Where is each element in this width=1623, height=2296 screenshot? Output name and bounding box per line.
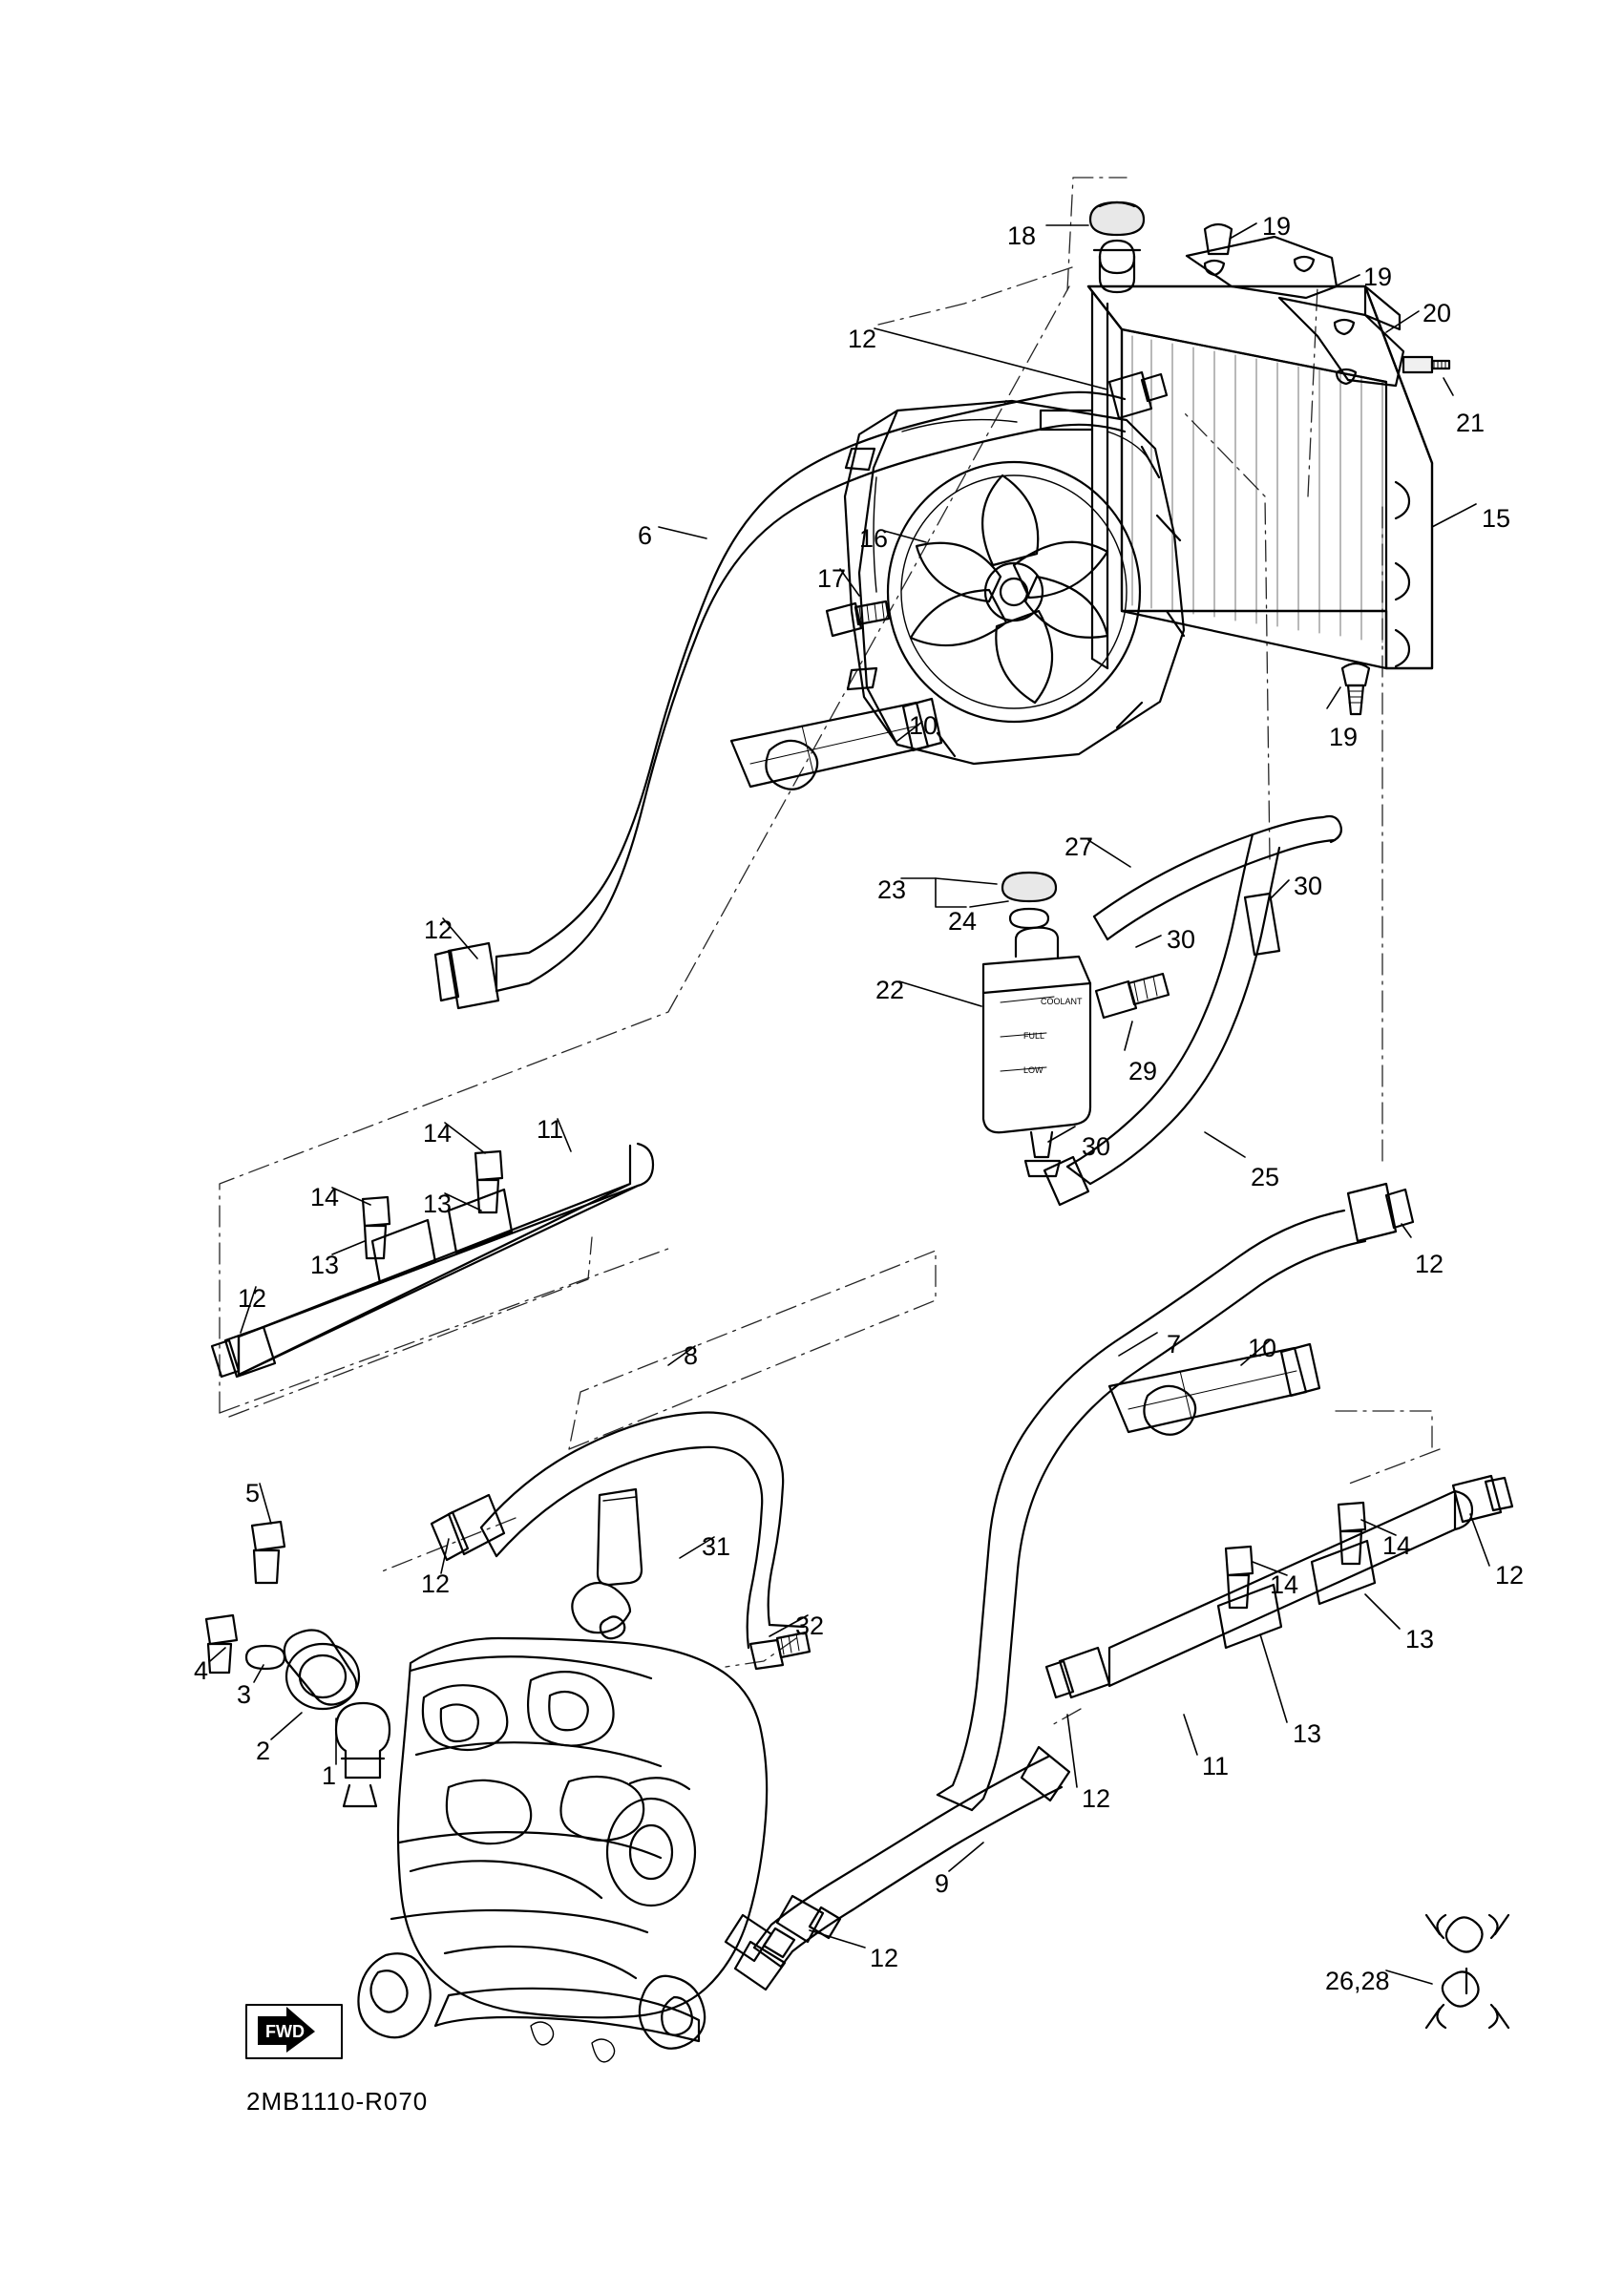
callout-5: 5 [245, 1479, 261, 1507]
callout-1: 1 [322, 1761, 337, 1790]
callout-7: 7 [1167, 1330, 1182, 1359]
callout-12: 12 [1495, 1561, 1525, 1590]
callout-19: 19 [1262, 212, 1292, 241]
callout-4: 4 [194, 1656, 209, 1685]
pipe-11-left [212, 1144, 653, 1377]
bracket-31 [572, 1489, 642, 1638]
callout-24: 24 [948, 907, 978, 936]
callout-27: 27 [1064, 832, 1094, 861]
callout-19: 19 [1329, 723, 1359, 751]
callout-10: 10 [909, 711, 938, 740]
callout-30: 30 [1294, 872, 1323, 900]
thermostat-housing [206, 1522, 390, 1806]
callout-18: 18 [1007, 221, 1037, 250]
callout-21: 21 [1456, 409, 1486, 437]
radiator-mount-brackets [1187, 224, 1452, 714]
callout-12: 12 [848, 325, 877, 353]
callout-6: 6 [638, 521, 653, 550]
callout-23: 23 [877, 875, 907, 904]
callout-12: 12 [1082, 1784, 1111, 1813]
callout-13: 13 [310, 1251, 340, 1279]
callout-22: 22 [875, 976, 905, 1004]
cooling-fan-assembly [845, 401, 1184, 764]
cable-tie-10-lower [1109, 1344, 1319, 1435]
callout-13: 13 [1405, 1625, 1435, 1654]
engine-block [358, 1638, 767, 2062]
callout-14: 14 [310, 1183, 340, 1211]
callout-30: 30 [1167, 925, 1196, 954]
clamps-26-28 [1426, 1915, 1508, 2028]
callout-12: 12 [424, 916, 453, 944]
diagram-code: 2MB1110-R070 [246, 2087, 429, 2116]
callout-25: 25 [1251, 1163, 1280, 1191]
hose-8 [432, 1412, 804, 1648]
callout-19: 19 [1363, 263, 1393, 291]
callout-20: 20 [1423, 299, 1452, 327]
callout-32: 32 [795, 1611, 825, 1640]
callout-9: 9 [935, 1869, 950, 1898]
callout-29: 29 [1128, 1057, 1158, 1085]
callout-12: 12 [421, 1569, 451, 1598]
callout-30: 30 [1082, 1132, 1111, 1161]
callout-2: 2 [256, 1737, 271, 1765]
callout-26-28: 26,28 [1325, 1967, 1390, 1995]
reservoir-label-low: LOW [1023, 1065, 1043, 1075]
reservoir-label-coolant: COOLANT [1041, 997, 1083, 1006]
callout-8: 8 [684, 1341, 699, 1370]
fwd-label: FWD [265, 2022, 305, 2041]
callout-31: 31 [702, 1532, 731, 1561]
callout-12: 12 [238, 1284, 267, 1313]
hose-25 [1044, 834, 1279, 1205]
callout-13: 13 [423, 1190, 453, 1218]
callout-14: 14 [1382, 1531, 1412, 1560]
callout-10: 10 [1248, 1334, 1277, 1362]
hose-6 [435, 372, 1167, 1008]
callout-17: 17 [817, 564, 847, 593]
callout-15: 15 [1482, 504, 1511, 533]
callout-11: 11 [537, 1115, 564, 1144]
callout-12: 12 [870, 1944, 899, 1972]
callout-3: 3 [237, 1680, 252, 1709]
callout-16: 16 [859, 524, 889, 553]
callout-12: 12 [1415, 1250, 1444, 1278]
reservoir-label-full: FULL [1023, 1031, 1045, 1041]
callout-14: 14 [423, 1119, 453, 1148]
callout-11: 11 [1202, 1752, 1230, 1780]
callout-13: 13 [1293, 1719, 1322, 1748]
callout-14: 14 [1270, 1570, 1299, 1599]
hose-7 [938, 1184, 1413, 1810]
